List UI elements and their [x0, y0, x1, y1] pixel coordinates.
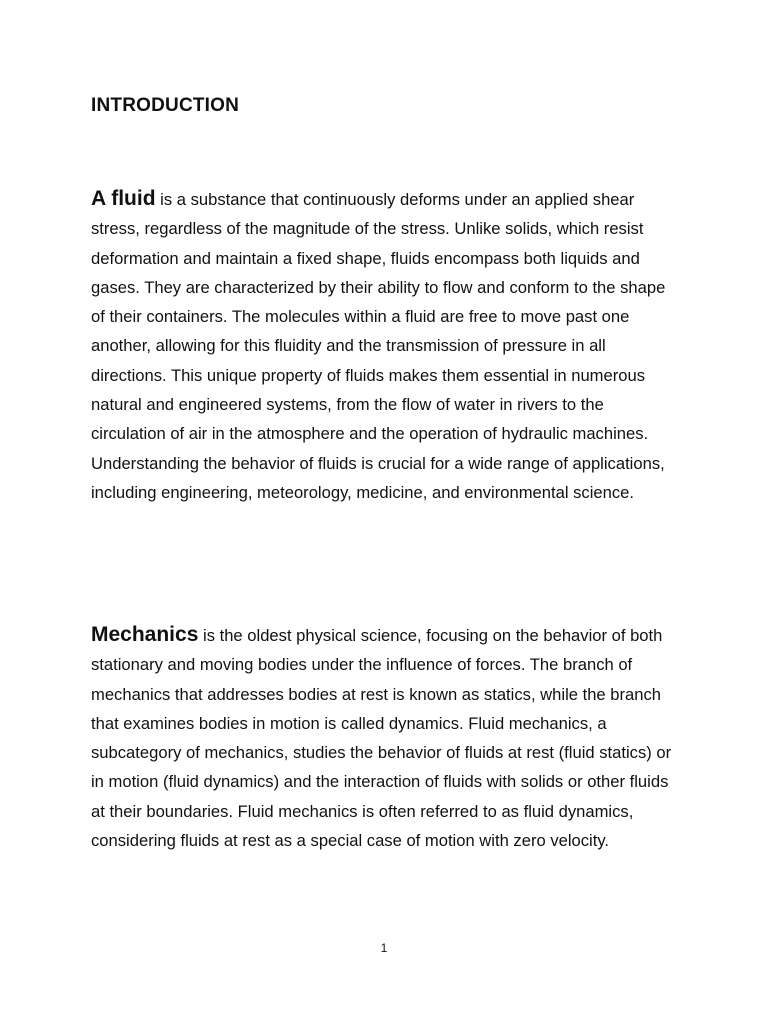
paragraph-lead-term: Mechanics: [91, 623, 199, 646]
paragraph-mechanics: [91, 620, 681, 855]
page-number: 1: [380, 941, 388, 955]
paragraph-fluid: [91, 184, 681, 507]
paragraph-body-text: is the oldest physical science, focusing on the behavior of both stationary and moving bodies under the influence of forces. The branch of mechanics that addresses bodies at rest is known as statics, while the branch that examines bodies in motion is called dynamics. Fluid mechanics, a subcategory of mechanics, studies the behavior of fluids at rest (fluid statics) or in motion (fluid dynamics) and the interaction of fluids with solids or other fluids at their boundaries. Fluid mechanics is often referred to as fluid dynamics, considering fluids at rest as a special case of motion with zero velocity.: [91, 626, 672, 851]
section-heading: INTRODUCTION: [91, 95, 240, 116]
paragraph-lead-term: A fluid: [91, 187, 156, 210]
paragraph-body-text: is a substance that continuously deforms under an applied shear stress, regardless of the magnitude of the stress. Unlike solids, which resist deformation and maintain a fixed shape, fluids encompass both liquids and gases. They are characterized by their ability to flow and conform to the shape of their containers. The molecules within a fluid are free to move past one another, allowing for this fluidity and the transmission of pressure in all directions. This unique property of fluids makes them essential in numerous natural and engineered systems, from the flow of water in rivers to the circulation of air in the atmosphere and the operation of hydraulic machines. Understanding the behavior of fluids is crucial for a wide range of applications, including engineering, meteorology, medicine, and environmental science.: [91, 190, 666, 502]
